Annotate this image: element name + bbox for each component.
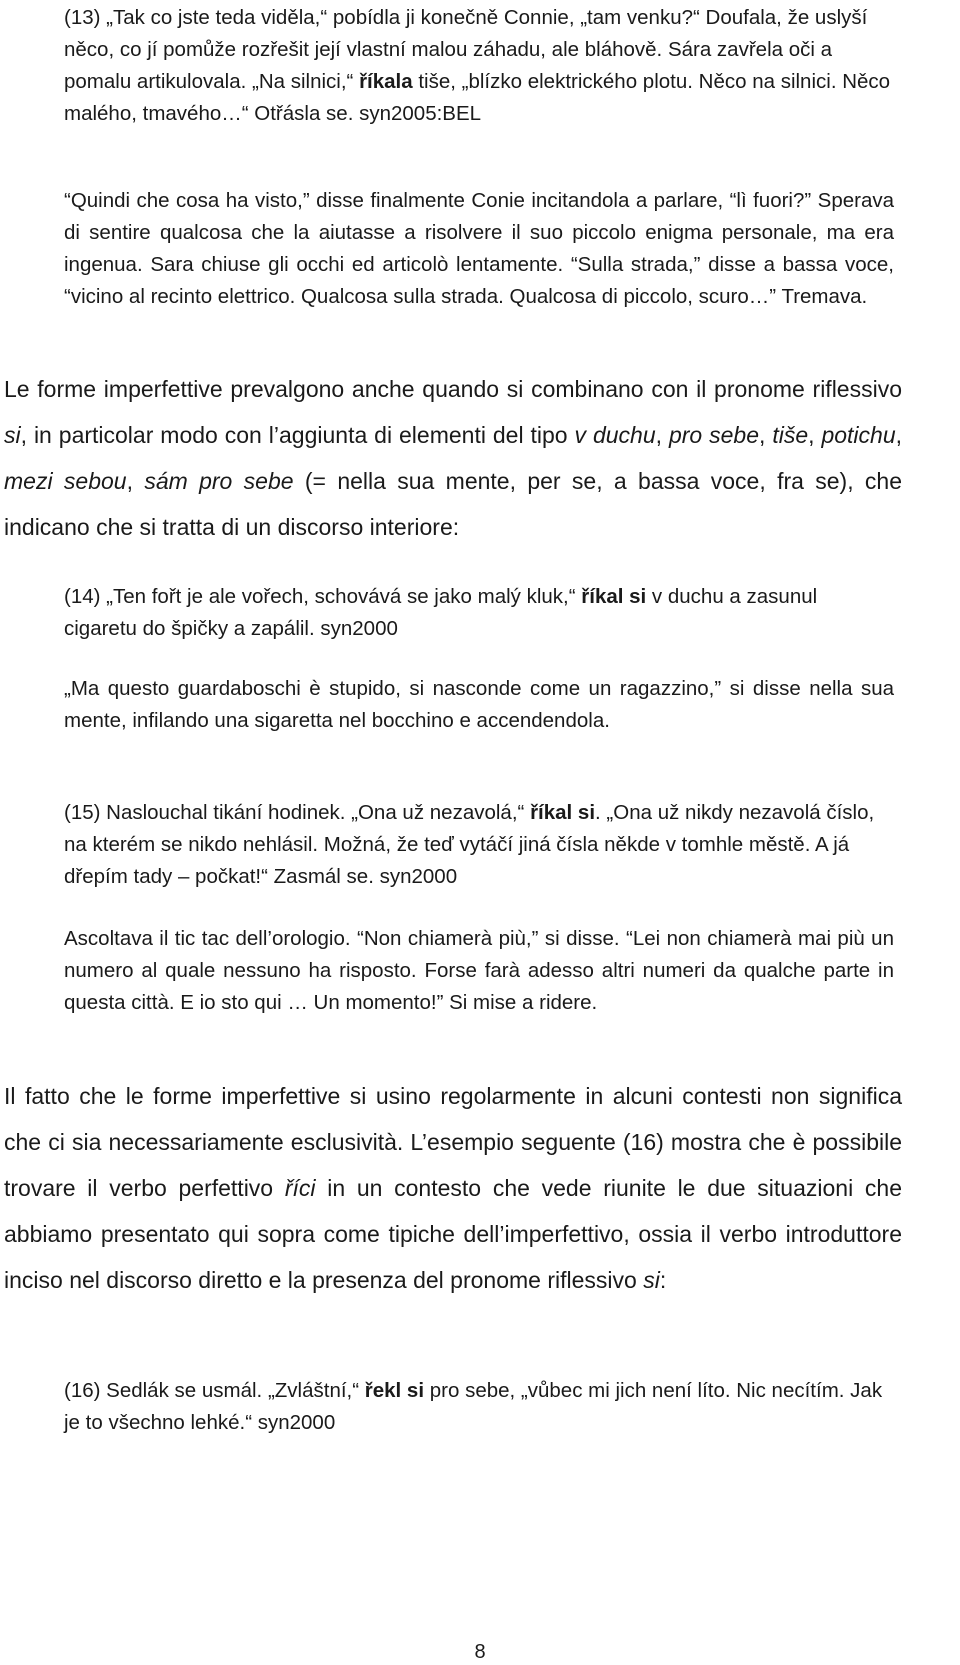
- ex15-text-a: (15) Naslouchal tikání hodinek. „Ona už nezavolá,“: [64, 801, 531, 824]
- para1-text: ,: [759, 422, 773, 448]
- ex16-text-a: (16) Sedlák se usmál. „Zvláštní,“: [64, 1379, 365, 1402]
- body-paragraph-2: [4, 1073, 902, 1303]
- para1-italic: tiše: [772, 422, 809, 448]
- ex13-verb-bold: říkala: [359, 70, 413, 93]
- ex14-text-c: v duchu a zasunul cigaretu do špičky a zapálil. syn2000: [64, 585, 818, 640]
- para1-text: ,: [808, 422, 822, 448]
- para1-text: Le forme imperfettive prevalgono anche quando si combinano con il pronome riflessivo: [4, 376, 902, 402]
- ex14-verb-bold: říkal si: [581, 585, 647, 608]
- example-13-czech: [64, 2, 894, 130]
- ex15-italian-text: Ascoltava il tic tac dell’orologio. “Non chiamerà più,” si disse. “Lei non chiamerà mai più un numero al quale nessuno ha risposto. Forse farà adesso altri numeri da qualche parte in questa città. E io sto qui … Un momento!” Si mise a ridere.: [64, 927, 894, 1014]
- para1-italic: pro sebe: [668, 422, 759, 448]
- para1-text: ,: [655, 422, 669, 448]
- ex16-text-c: pro sebe, „vůbec mi jich není líto. Nic necítím. Jak je to všechno lehké.“ syn2000: [64, 1379, 883, 1434]
- para1-italic: sám pro sebe: [144, 468, 294, 494]
- para2-text: :: [659, 1267, 667, 1293]
- ex15-text-c: . „Ona už nikdy nezavolá číslo, na kterém se nikdo nehlásil. Možná, že teď vytáčí jiná čísla někde v tomhle městě. A já dřepím tady – počkat!“ Zasmál se. syn2000: [64, 801, 875, 888]
- example-13-italian: [64, 185, 894, 313]
- para1-italic: si: [4, 422, 21, 448]
- ex13-text-a: (13) „Tak co jste teda viděla,“ pobídla ji konečně Connie, „tam venku?“ Doufala, že uslyší něco, co jí pomůže rozřešit její vlastní malou záhadu, ale bláhově. Sára zavřela oči a pomalu artikulovala. „Na silnici,“: [64, 6, 868, 93]
- page-number: 8: [474, 1641, 486, 1663]
- example-16-czech: [64, 1375, 894, 1439]
- para1-italic: v duchu: [574, 422, 656, 448]
- para2-italic: si: [643, 1267, 660, 1293]
- ex14-italian-text: „Ma questo guardaboschi è stupido, si nasconde come un ragazzino,” si disse nella sua mente, infilando una sigaretta nel bocchino e accendendola.: [64, 677, 894, 732]
- para1-italic: mezi sebou: [4, 468, 127, 494]
- para1-text: (= nella sua mente, per se, a bassa voce, fra se), che indicano che si tratta di un discorso interiore:: [4, 468, 903, 540]
- para2-text: in un contesto che vede riunite le due situazioni che abbiamo presentato qui sopra come tipiche dell’imperfettivo, ossia il verbo introduttore inciso nel discorso diretto e la presenza del pronome riflessivo: [4, 1175, 902, 1293]
- para1-italic: potichu: [821, 422, 896, 448]
- para1-text: , in particolar modo con l’aggiunta di elementi del tipo: [20, 422, 575, 448]
- example-15-czech: [64, 797, 894, 893]
- para2-text: Il fatto che le forme imperfettive si usino regolarmente in alcuni contesti non significa che ci sia necessariamente esclusività. L’esempio seguente (16) mostra che è possibile trovare il verbo perfettivo: [4, 1083, 902, 1201]
- ex13-italian-text: “Quindi che cosa ha visto,” disse finalmente Conie incitandola a parlare, “lì fuori?” Sperava di sentire qualcosa che la aiutasse a risolvere il suo piccolo enigma personale, ma era ingenua. Sara chiuse gli occhi ed articolò lentamente. “Sulla strada,” disse a bassa voce, “vicino al recinto elettrico. Qualcosa sulla strada. Qualcosa di piccolo, scuro…” Tremava.: [64, 189, 894, 308]
- example-14-italian: [64, 673, 894, 737]
- para1-text: ,: [126, 468, 145, 494]
- para2-italic: říci: [284, 1175, 316, 1201]
- ex15-verb-bold: říkal si: [530, 801, 596, 824]
- para1-text: ,: [895, 422, 903, 448]
- ex14-text-a: (14) „Ten fořt je ale vořech, schovává se jako malý kluk,“: [64, 585, 582, 608]
- ex16-verb-bold: řekl si: [364, 1379, 425, 1402]
- example-14-czech: [64, 581, 894, 645]
- body-paragraph-1: [4, 366, 902, 550]
- ex13-text-c: tiše, „blízko elektrického plotu. Něco na silnici. Něco malého, tmavého…“ Otřásla se. syn2005:BEL: [64, 70, 891, 125]
- example-15-italian: [64, 923, 894, 1019]
